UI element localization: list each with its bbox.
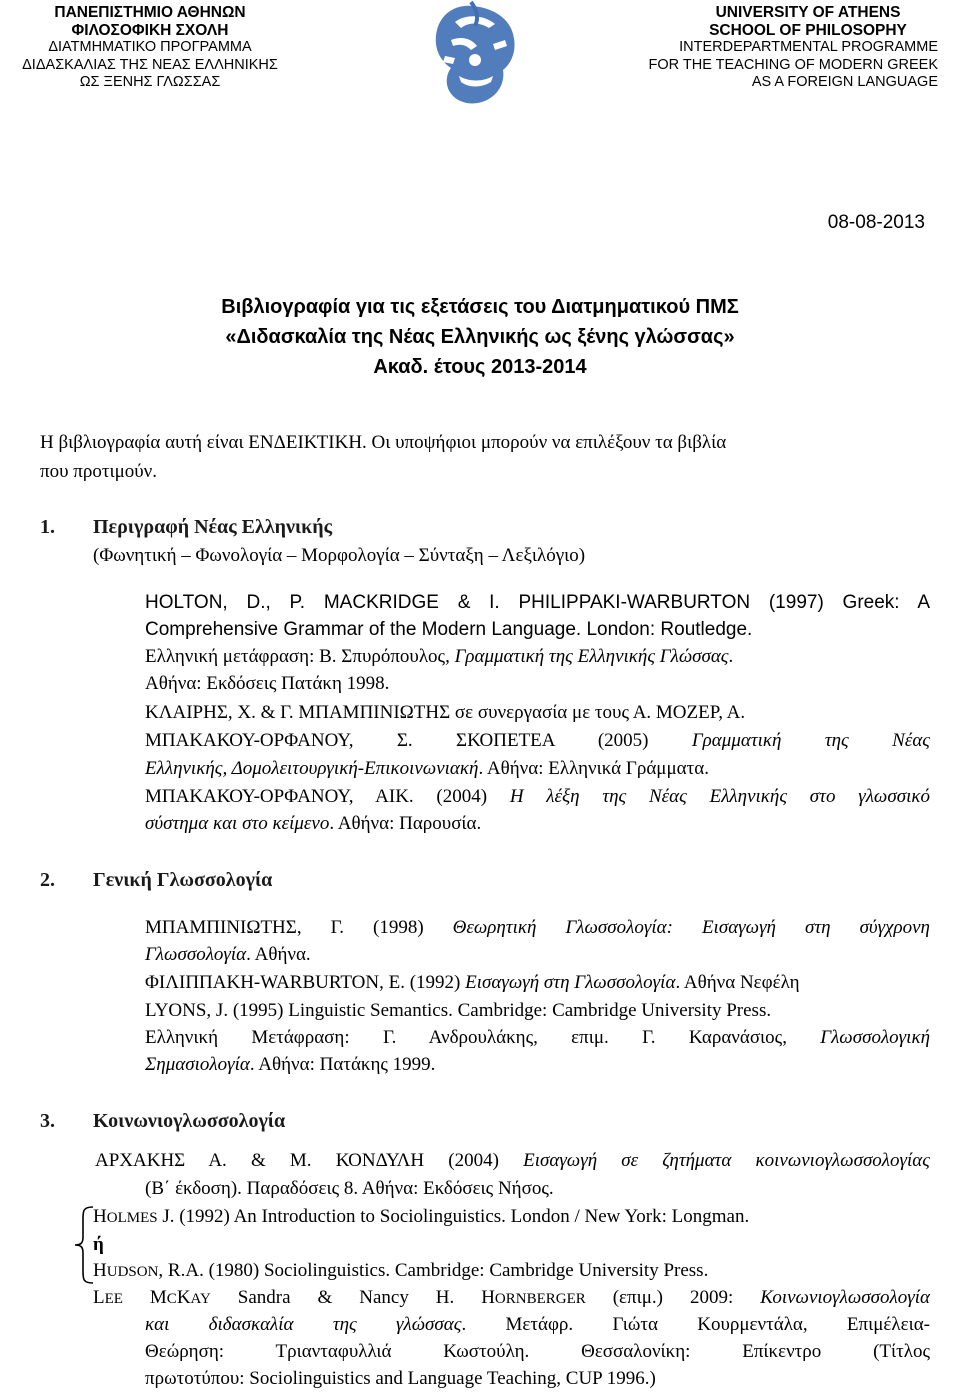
- s3-entry2-line2: HUDSON, R.A. (1980) Sociolinguistics. Cambridge: Cambridge University Press.: [93, 1260, 709, 1281]
- s1-entry2-line3: Ελληνικής, Δομολειτουργική-Επικοινωνιακή. Αθήνα: Ελληνικά Γράμματα.: [145, 758, 709, 779]
- programme-line1-en: INTERDEPARTMENTAL PROGRAMME: [679, 39, 938, 55]
- s2-entry2-line1: ΦΙΛΙΠΠΑΚΗ-WARBURTON, Ε. (1992) Εισαγωγή στη Γλωσσολογία. Αθήνα Νεφέλη: [145, 972, 800, 993]
- s3-entry3-line4: πρωτοτύπου: Sociolinguistics and Language Teaching, CUP 1996.): [145, 1368, 656, 1389]
- section2-title: Γενική Γλωσσολογία: [93, 869, 273, 891]
- s2-entry1-line2: Γλωσσολογία. Αθήνα.: [145, 944, 311, 965]
- programme-line3-en: AS A FOREIGN LANGUAGE: [751, 74, 938, 90]
- section1-subtitle: (Φωνητική – Φωνολογία – Μορφολογία – Σύνταξη – Λεξιλόγιο): [93, 545, 586, 566]
- s2-entry3-line1: LYONS, J. (1995) Linguistic Semantics. Cambridge: Cambridge University Press.: [145, 1000, 772, 1021]
- title-line3: Ακαδ. έτους 2013-2014: [373, 356, 587, 378]
- s3-entry3-line2: και διδασκαλία της γλώσσας. Μετάφρ. Γιώτα Κουρμεντάλα, Επιμέλεια-: [145, 1314, 930, 1335]
- section3-title: Κοινωνιογλωσσολογία: [93, 1110, 286, 1132]
- programme-line2-gr: ΔΙΔΑΣΚΑΛΙΑΣ ΤΗΣ ΝΕΑΣ ΕΛΛΗΝΙΚΗΣ: [22, 56, 278, 73]
- section1-number: 1.: [40, 516, 55, 538]
- school-name-en: SCHOOL OF PHILOSOPHY: [709, 21, 907, 39]
- intro-paragraph: [40, 428, 930, 486]
- intro-line1: Η βιβλιογραφία αυτή είναι ΕΝΔΕΙΚΤΙΚΗ. Οι υποψήφιοι μπορούν να επιλέξουν τα βιβλία: [40, 432, 727, 453]
- section2-number: 2.: [40, 869, 55, 891]
- programme-line3-gr: ΩΣ ΞΕΝΗΣ ΓΛΩΣΣΑΣ: [79, 74, 221, 90]
- title-line2: «Διδασκαλία της Νέας Ελληνικής ως ξένης γλώσσας»: [225, 326, 735, 348]
- s1-entry1-line1: HOLTON, D., P. MACKRIDGE & I. PHILIPPAKI-WARBURTON (1997) Greek: A: [145, 592, 930, 613]
- section3-number: 3.: [40, 1110, 55, 1132]
- brace-icon: [73, 1205, 95, 1285]
- university-name-en: UNIVERSITY OF ATHENS: [715, 4, 901, 21]
- header-left: [0, 4, 300, 92]
- university-name-gr: ΠΑΝΕΠΙΣΤΗΜΙΟ ΑΘΗΝΩΝ: [54, 4, 246, 21]
- s3-entry3-line3: Θεώρηση: Τριανταφυλλιά Κωστούλη. Θεσσαλονίκη: Επίκεντρο (Τίτλος: [145, 1341, 930, 1362]
- s3-or: ή: [93, 1234, 104, 1255]
- s1-entry3-line1: ΜΠΑΚΑΚΟΥ-ΟΡΦΑΝΟΥ, ΑΙΚ. (2004) Η λέξη της Νέας Ελληνικής στο γλωσσικό: [145, 786, 930, 807]
- programme-line1-gr: ΔΙΑΤΜΗΜΑΤΙΚΟ ΠΡΟΓΡΑΜΜΑ: [48, 39, 252, 55]
- s1-entry2-line1: ΚΛΑΙΡΗΣ, Χ. & Γ. ΜΠΑΜΠΙΝΙΩΤΗΣ σε συνεργασία με τους Α. ΜΟΖΕΡ, Α.: [145, 702, 746, 723]
- s1-entry1-line3: Ελληνική μετάφραση: Β. Σπυρόπουλος, Γραμματική της Ελληνικής Γλώσσας.: [145, 646, 734, 667]
- intro-line2: που προτιμούν.: [40, 461, 158, 482]
- header-right: [638, 4, 938, 92]
- s1-entry3-line2: σύστημα και στο κείμενο. Αθήνα: Παρουσία.: [145, 813, 482, 834]
- document-title: [0, 292, 960, 382]
- athena-logo-icon: [415, 0, 535, 118]
- document-date: 08-08-2013: [827, 212, 925, 233]
- programme-line2-en: FOR THE TEACHING OF MODERN GREEK: [648, 56, 938, 73]
- s1-entry2-line2: ΜΠΑΚΑΚΟΥ-ΟΡΦΑΝΟΥ, Σ. ΣΚΟΠΕΤΕΑ (2005) Γραμματική της Νέας: [145, 730, 930, 751]
- section1-title: Περιγραφή Νέας Ελληνικής: [93, 516, 333, 538]
- s3-entry2-line1: HOLMES J. (1992) An Introduction to Sociolinguistics. London / New York: Longman.: [93, 1206, 750, 1227]
- s2-entry3-line2: Ελληνική Μετάφραση: Γ. Ανδρουλάκης, επιμ. Γ. Καρανάσιος, Γλωσσολογική: [145, 1027, 930, 1048]
- school-name-gr: ΦΙΛΟΣΟΦΙΚΗ ΣΧΟΛΗ: [71, 21, 229, 39]
- s3-entry3-line1: LEE MCKAY Sandra & Nancy H. HORNBERGER (επιμ.) 2009: Κοινωνιογλωσσολογία: [93, 1287, 930, 1308]
- s2-entry3-line3: Σημασιολογία. Αθήνα: Πατάκης 1999.: [145, 1054, 436, 1075]
- title-line1: Βιβλιογραφία για τις εξετάσεις του Διατμηματικού ΠΜΣ: [221, 296, 739, 318]
- s3-entry1-line2: (Β΄ έκδοση). Παραδόσεις 8. Αθήνα: Εκδόσεις Νήσος.: [145, 1178, 554, 1199]
- s1-entry1-line4: Αθήνα: Εκδόσεις Πατάκη 1998.: [145, 673, 390, 694]
- s1-entry1-line2: Comprehensive Grammar of the Modern Language. London: Routledge.: [145, 619, 753, 640]
- s3-entry1-line1: ΑΡΧΑΚΗΣ Α. & Μ. ΚΟΝΔΥΛΗ (2004) Εισαγωγή σε ζητήματα κοινωνιογλωσσολογίας: [95, 1150, 930, 1171]
- s2-entry1-line1: ΜΠΑΜΠΙΝΙΩΤΗΣ, Γ. (1998) Θεωρητική Γλωσσολογία: Εισαγωγή στη σύγχρονη: [145, 917, 930, 938]
